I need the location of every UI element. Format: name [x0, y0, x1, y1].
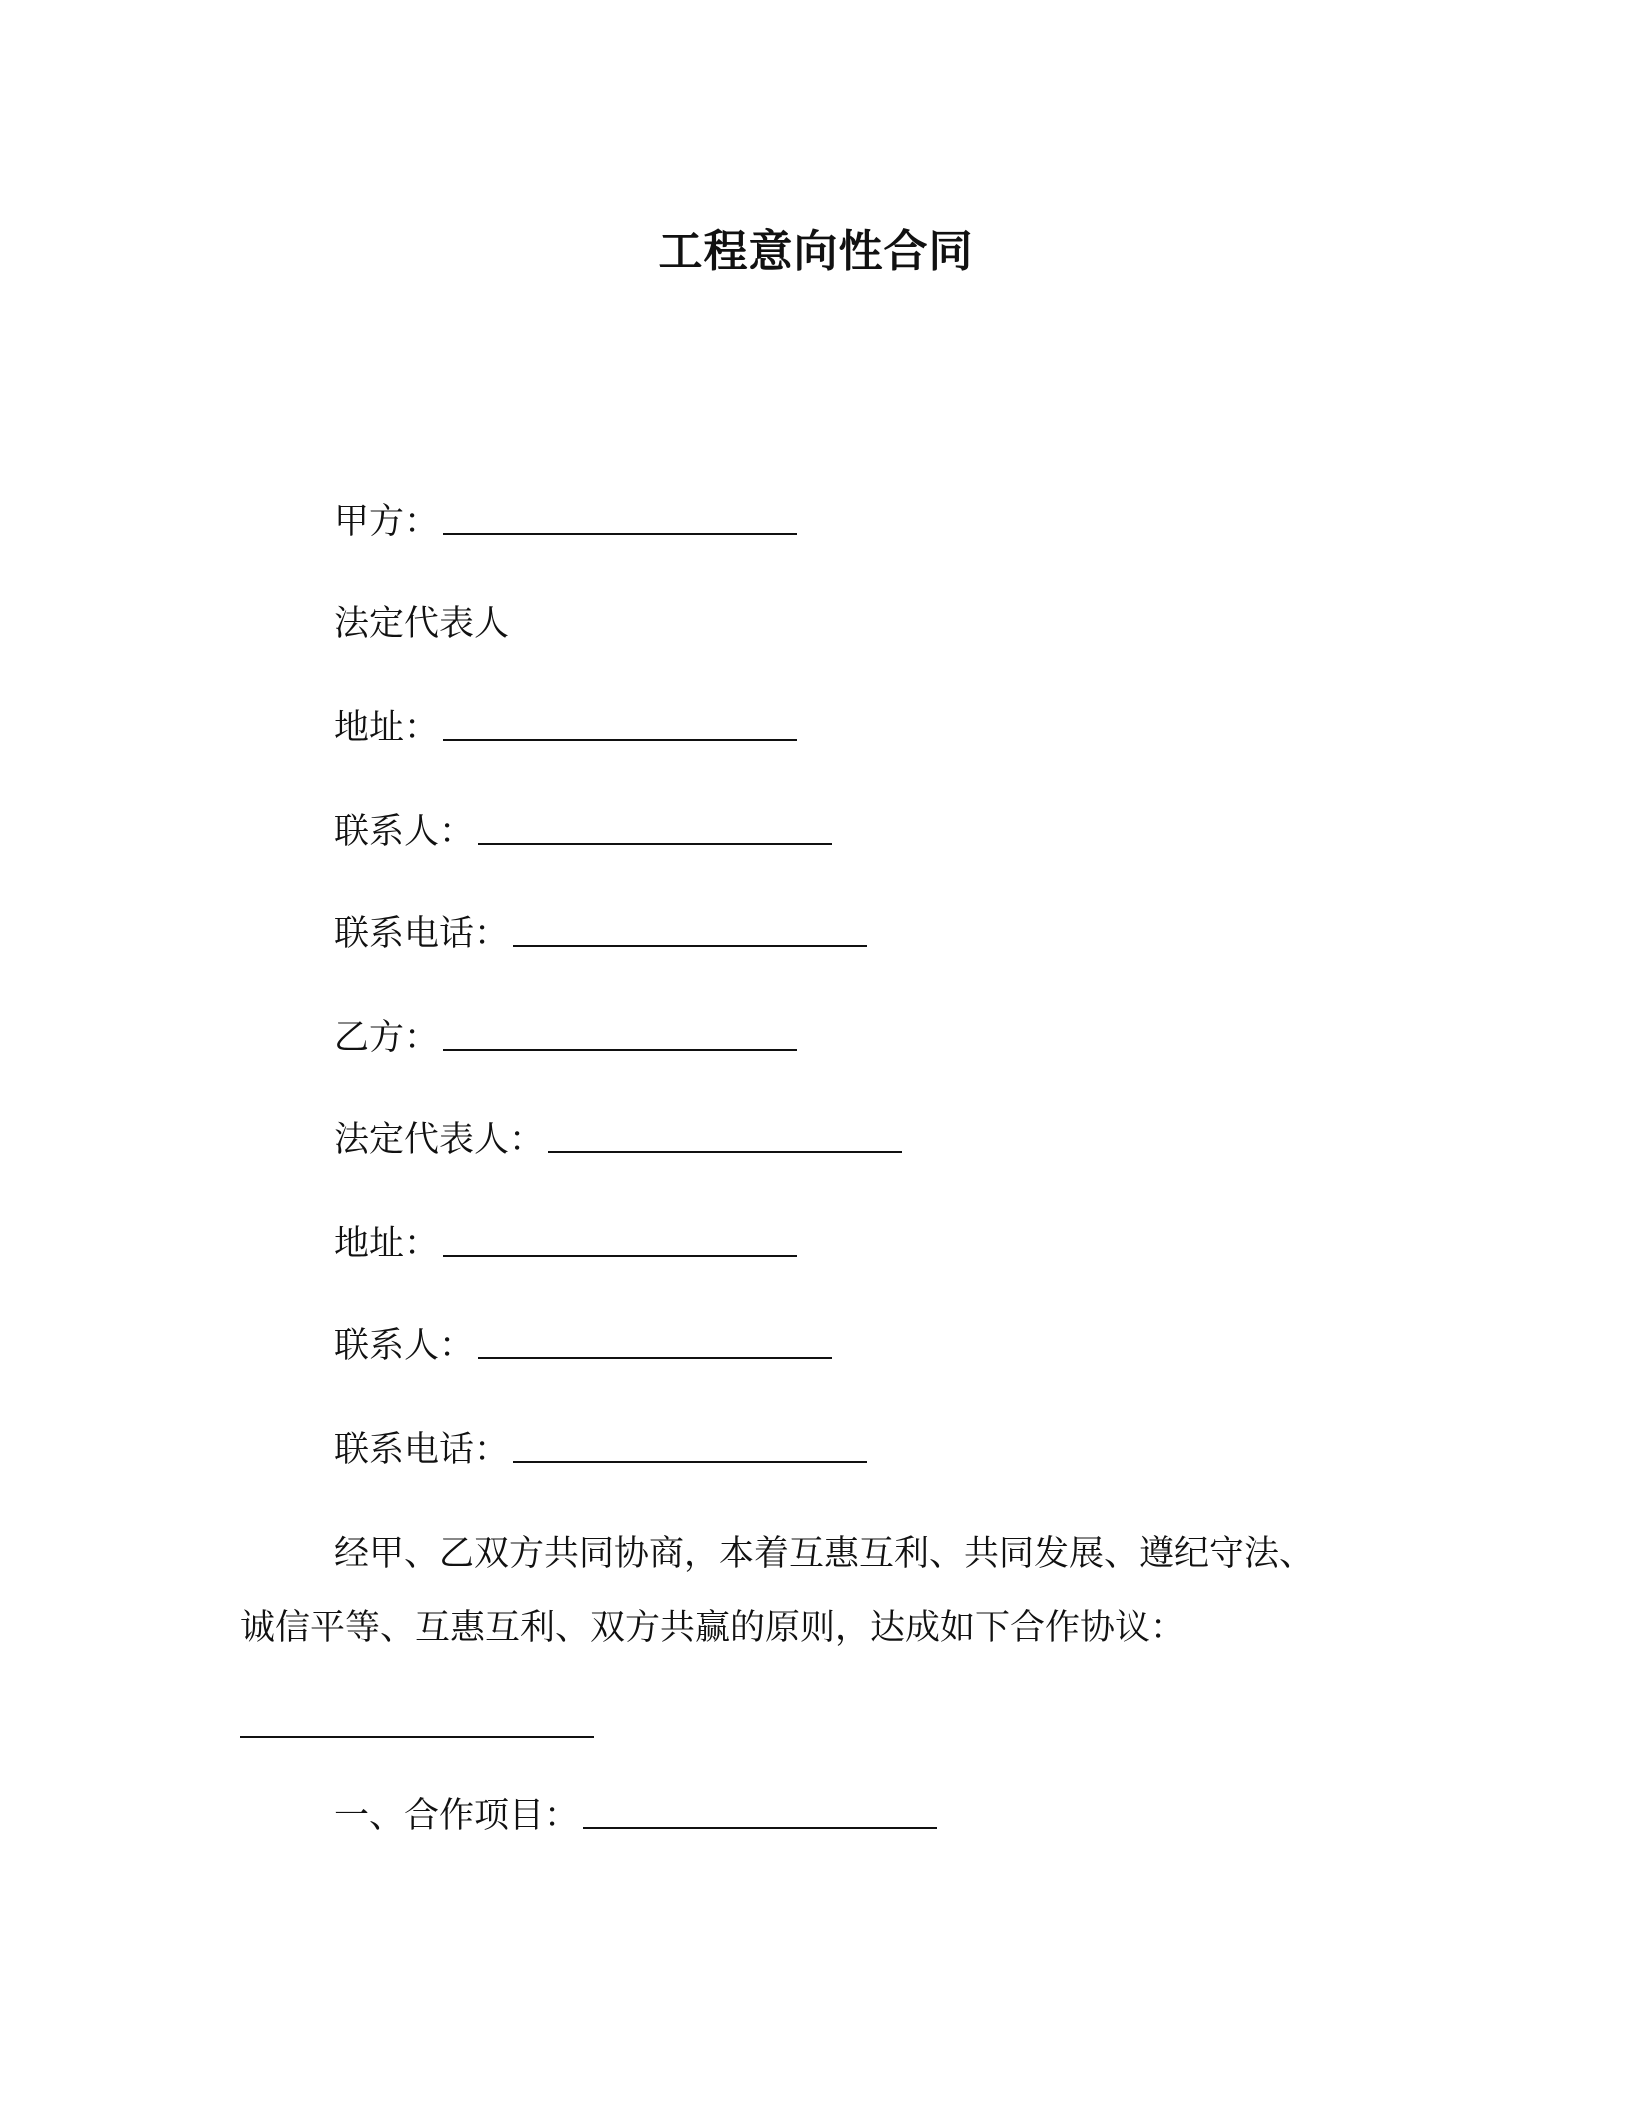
party-b-phone-field — [334, 1426, 867, 1474]
party-a-phone-label: 联系电话： — [334, 914, 510, 954]
party-a-contact-field — [334, 808, 832, 856]
party-b-phone-blank[interactable] — [513, 1461, 867, 1463]
agreement-blank[interactable] — [240, 1736, 594, 1738]
party-b-rep-field — [334, 1116, 902, 1164]
party-a-address-blank[interactable] — [443, 739, 797, 741]
party-b-rep-blank[interactable] — [548, 1151, 902, 1153]
party-a-blank[interactable] — [443, 533, 797, 535]
party-a-address-field — [334, 704, 797, 752]
intro-paragraph-line-2: 诚信平等、互惠互利、双方共赢的原则，达成如下合作协议： — [240, 1608, 1186, 1648]
section-1-field — [334, 1792, 937, 1840]
party-a-field — [334, 498, 797, 546]
party-b-address-field — [334, 1220, 797, 1268]
party-b-contact-label: 联系人： — [334, 1326, 475, 1366]
section-1-blank[interactable] — [583, 1827, 937, 1829]
party-b-rep-label: 法定代表人： — [334, 1120, 545, 1160]
party-a-address-label: 地址： — [334, 708, 440, 748]
party-b-address-label: 地址： — [334, 1224, 440, 1264]
party-b-contact-field — [334, 1322, 832, 1370]
party-b-phone-label: 联系电话： — [334, 1430, 510, 1470]
document-title: 工程意向性合同 — [658, 226, 974, 277]
party-b-label: 乙方： — [334, 1018, 440, 1058]
party-b-address-blank[interactable] — [443, 1255, 797, 1257]
party-a-phone-blank[interactable] — [513, 945, 867, 947]
party-a-phone-field — [334, 910, 867, 958]
party-a-contact-label: 联系人： — [334, 812, 475, 852]
party-b-field — [334, 1014, 797, 1062]
party-b-contact-blank[interactable] — [478, 1357, 832, 1359]
party-a-rep-label: 法定代表人 — [334, 604, 510, 644]
party-a-rep-field — [334, 600, 509, 648]
intro-paragraph-line-1: 经甲、乙双方共同协商，本着互惠互利、共同发展、遵纪守法、 — [334, 1534, 1315, 1574]
section-1-label: 一、合作项目： — [334, 1796, 580, 1836]
party-b-blank[interactable] — [443, 1049, 797, 1051]
party-a-contact-blank[interactable] — [478, 843, 832, 845]
party-a-label: 甲方： — [334, 502, 440, 542]
